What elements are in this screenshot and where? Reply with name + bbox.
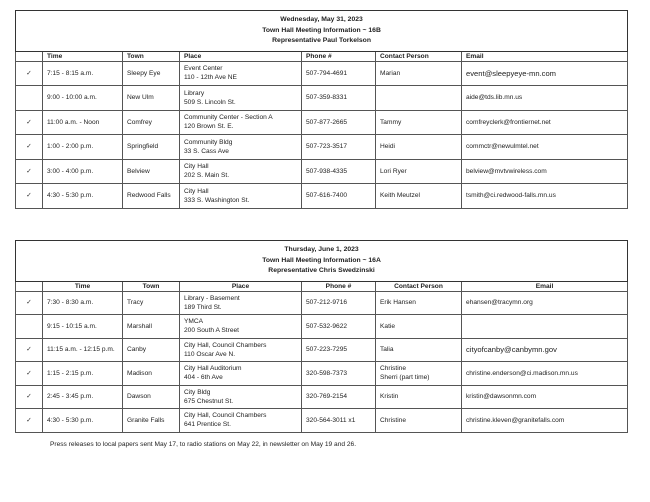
- place-address: 675 Chestnut St.: [184, 397, 234, 405]
- phone-cell: 507-938-4335: [302, 159, 376, 184]
- column-header: [16, 51, 43, 61]
- place-name: Community Bldg: [184, 138, 233, 146]
- place-address: 189 Third St.: [184, 303, 222, 311]
- title-line: Thursday, June 1, 2023: [284, 246, 359, 253]
- place-address: 202 S. Main St.: [184, 172, 230, 180]
- place-cell: [180, 61, 302, 86]
- check-mark: ✓: [16, 291, 43, 315]
- contact-cell: [376, 362, 462, 386]
- phone-cell: 507-723-3517: [302, 135, 376, 160]
- contact-cell: [376, 86, 462, 111]
- town-cell: Sleepy Eye: [123, 61, 180, 86]
- contact-name: Christine: [380, 416, 407, 424]
- table-row: [16, 338, 628, 362]
- check-mark: ✓: [16, 159, 43, 184]
- column-header: Town: [123, 281, 180, 291]
- place-cell: [180, 86, 302, 111]
- place-cell: [180, 135, 302, 160]
- time-cell: 11:15 a.m. - 12:15 p.m.: [43, 338, 123, 362]
- check-mark: ✓: [16, 362, 43, 386]
- contact-name: Talia: [380, 346, 394, 354]
- time-cell: 9:00 - 10:00 a.m.: [43, 86, 123, 111]
- place-name: Library - Basement: [184, 294, 240, 302]
- phone-cell: 507-223-7295: [302, 338, 376, 362]
- column-header: Email: [462, 51, 628, 61]
- place-cell: [180, 110, 302, 135]
- contact-name: Keith Meutzel: [380, 192, 420, 200]
- table-title: [16, 11, 628, 52]
- phone-cell: 507-794-4691: [302, 61, 376, 86]
- email-link[interactable]: event@sleepyeye-mn.com: [462, 61, 628, 86]
- place-cell: [180, 184, 302, 209]
- column-header: Phone #: [302, 51, 376, 61]
- place-address: 404 - 6th Ave: [184, 374, 223, 382]
- check-mark: ✓: [16, 184, 43, 209]
- contact-cell: [376, 291, 462, 315]
- place-name: Event Center: [184, 65, 223, 73]
- place-address: 641 Prentice St.: [184, 421, 231, 429]
- contact-name: Katie: [380, 322, 396, 330]
- town-cell: Springfield: [123, 135, 180, 160]
- contact-cell: [376, 184, 462, 209]
- contact-name: Heidi: [380, 143, 396, 151]
- place-cell: [180, 291, 302, 315]
- check-mark: [16, 315, 43, 339]
- email-link[interactable]: christine.enderson@ci.madison.mn.us: [462, 362, 628, 386]
- time-cell: 3:00 - 4:00 p.m.: [43, 159, 123, 184]
- title-line: Town Hall Meeting Information ~ 16A: [262, 256, 381, 264]
- table-row: [16, 135, 628, 160]
- contact-name: Erik Hansen: [380, 299, 416, 307]
- town-cell: Belview: [123, 159, 180, 184]
- press-release-note: Press releases to local papers sent May 17, to radio stations on May 22, in newsletter on May 19 and 26.: [50, 441, 357, 448]
- check-mark: ✓: [16, 409, 43, 433]
- place-name: City Bldg: [184, 388, 211, 396]
- contact-cell: [376, 338, 462, 362]
- place-address: 509 S. Lincoln St.: [184, 98, 236, 106]
- place-name: Community Center - Section A: [184, 114, 273, 122]
- email-link[interactable]: christine.kleven@granitefalls.com: [462, 409, 628, 433]
- place-cell: [180, 315, 302, 339]
- contact-name: Christine: [380, 365, 407, 373]
- contact-cell: [376, 385, 462, 409]
- place-name: City Hall: [184, 187, 209, 195]
- place-name: City Hall, Council Chambers: [184, 341, 267, 349]
- email-link[interactable]: belview@mvtvwireless.com: [462, 159, 628, 184]
- place-address: 120 Brown St. E.: [184, 123, 234, 131]
- town-cell: Canby: [123, 338, 180, 362]
- phone-cell: 507-532-9622: [302, 315, 376, 339]
- place-name: City Hall Auditorium: [184, 365, 242, 373]
- place-cell: [180, 338, 302, 362]
- table-row: [16, 61, 628, 86]
- town-cell: Redwood Falls: [123, 184, 180, 209]
- phone-cell: 507-212-9716: [302, 291, 376, 315]
- time-cell: 11:00 a.m. - Noon: [43, 110, 123, 135]
- phone-cell: 507-359-8331: [302, 86, 376, 111]
- check-mark: [16, 86, 43, 111]
- email-link[interactable]: commctr@newulmtel.net: [462, 135, 628, 160]
- time-cell: 7:30 - 8:30 a.m.: [43, 291, 123, 315]
- email-link[interactable]: [462, 315, 628, 339]
- column-header: Place: [180, 51, 302, 61]
- title-line: Representative Chris Swedzinski: [268, 267, 375, 274]
- phone-cell: 320-769-2154: [302, 385, 376, 409]
- table-row: [16, 184, 628, 209]
- email-link[interactable]: ehansen@tracymn.org: [462, 291, 628, 315]
- table-row: [16, 362, 628, 386]
- place-address: 110 Oscar Ave N.: [184, 350, 236, 358]
- place-cell: [180, 159, 302, 184]
- contact-name: Lori Ryer: [380, 167, 407, 175]
- check-mark: ✓: [16, 61, 43, 86]
- column-header: Time: [43, 281, 123, 291]
- town-cell: Granite Falls: [123, 409, 180, 433]
- column-header: Place: [180, 281, 302, 291]
- phone-cell: 507-616-7400: [302, 184, 376, 209]
- contact-cell: [376, 409, 462, 433]
- town-cell: Marshall: [123, 315, 180, 339]
- place-name: City Hall: [184, 163, 209, 171]
- check-mark: ✓: [16, 385, 43, 409]
- time-cell: 9:15 - 10:15 a.m.: [43, 315, 123, 339]
- time-cell: 2:45 - 3:45 p.m.: [43, 385, 123, 409]
- place-address: 333 S. Washington St.: [184, 196, 250, 204]
- table-row: [16, 110, 628, 135]
- column-header: Email: [462, 281, 628, 291]
- town-cell: Comfrey: [123, 110, 180, 135]
- town-cell: New Ulm: [123, 86, 180, 111]
- place-name: Library: [184, 89, 205, 97]
- email-link[interactable]: aide@tds.lib.mn.us: [462, 86, 628, 111]
- place-cell: [180, 409, 302, 433]
- thursday-schedule-table: [15, 240, 628, 433]
- table-row: [16, 291, 628, 315]
- time-cell: 1:15 - 2:15 p.m.: [43, 362, 123, 386]
- table-row: [16, 315, 628, 339]
- contact-name-secondary: Sherri (part time): [380, 374, 430, 382]
- place-address: 110 - 12th Ave NE: [184, 74, 237, 82]
- email-link[interactable]: comfreyclerk@frontiernet.net: [462, 110, 628, 135]
- place-cell: [180, 362, 302, 386]
- email-link[interactable]: tsmith@ci.redwood-falls.mn.us: [462, 184, 628, 209]
- table-title: [16, 241, 628, 282]
- column-header: [16, 281, 43, 291]
- time-cell: 7:15 - 8:15 a.m.: [43, 61, 123, 86]
- email-link[interactable]: kristin@dawsonmn.com: [462, 385, 628, 409]
- contact-cell: [376, 110, 462, 135]
- contact-name: Kristin: [380, 393, 399, 401]
- town-cell: Madison: [123, 362, 180, 386]
- contact-cell: [376, 159, 462, 184]
- phone-cell: 320-598-7373: [302, 362, 376, 386]
- check-mark: ✓: [16, 110, 43, 135]
- column-header: Time: [43, 51, 123, 61]
- place-cell: [180, 385, 302, 409]
- table-row: [16, 409, 628, 433]
- place-name: YMCA: [184, 318, 204, 326]
- time-cell: 4:30 - 5:30 p.m.: [43, 184, 123, 209]
- contact-cell: [376, 315, 462, 339]
- title-line: Representative Paul Torkelson: [272, 37, 371, 44]
- phone-cell: 320-564-3011 x1: [302, 409, 376, 433]
- table-row: [16, 385, 628, 409]
- place-name: City Hall, Council Chambers: [184, 412, 267, 420]
- town-cell: Dawson: [123, 385, 180, 409]
- table-row: [16, 159, 628, 184]
- place-address: 33 S. Cass Ave: [184, 147, 229, 155]
- contact-cell: [376, 61, 462, 86]
- check-mark: ✓: [16, 135, 43, 160]
- column-header: Contact Person: [376, 51, 462, 61]
- column-header: Phone #: [302, 281, 376, 291]
- wednesday-schedule-table: [15, 10, 628, 209]
- email-link[interactable]: cityofcanby@canbymn.gov: [462, 338, 628, 362]
- column-header: Contact Person: [376, 281, 462, 291]
- contact-cell: [376, 135, 462, 160]
- contact-name: Tammy: [380, 118, 402, 126]
- contact-name: Marian: [380, 69, 401, 77]
- time-cell: 4:30 - 5:30 p.m.: [43, 409, 123, 433]
- title-line: Town Hall Meeting Information ~ 16B: [262, 26, 381, 34]
- time-cell: 1:00 - 2:00 p.m.: [43, 135, 123, 160]
- town-cell: Tracy: [123, 291, 180, 315]
- check-mark: ✓: [16, 338, 43, 362]
- place-address: 200 South A Street: [184, 327, 239, 335]
- phone-cell: 507-877-2665: [302, 110, 376, 135]
- column-header: Town: [123, 51, 180, 61]
- title-line: Wednesday, May 31, 2023: [280, 16, 363, 23]
- table-row: [16, 86, 628, 111]
